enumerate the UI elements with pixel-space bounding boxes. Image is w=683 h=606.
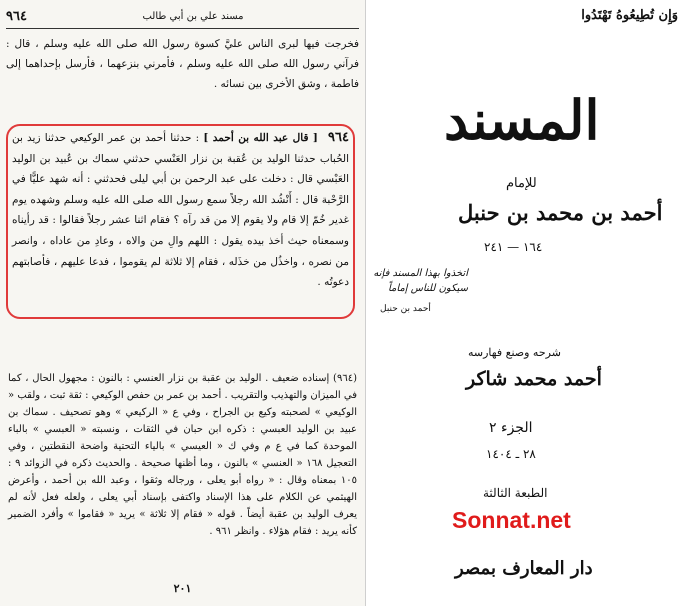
intro-paragraph: فخرجت فيها لبرى الناس عليَّ كسوة رسول الله صلى الله عليه وسلم ، قال : فرآني رسول الله صلى الله عليه وسلم ، فأمرني بنزعهما ، فأرسل بإحداهما إلى فاطمة ، وشق الأخرى بين نسائه . (6, 38, 359, 90)
hadith-text: : حدثنا أحمد بن عمر الوكيعي حدثنا زيد بن الحُباب حدثنا الوليد بن عُقبة بن نزار العَنْسي حدثني سماك بن عُبيد بن الوليد العَبْسي قال : دخلت على عبد الرحمن بن أبي ليلى فحدثني : أنه شهد عليًّا في الرَّحْبة قال : أَنْشُد الله رجلاً سمع رسول الله صلى الله عليه وسلم وشهده يوم غدير خُمّ إلا قام ولا يقوم إلا من قد رآه ؟ فقام اثنا عشر رجلاً فقالوا : قد رأيناه وسمعناه حيث أخذ بيده يقول : اللهم والِ من والاه ، وعادِ من عاداه ، وانصر من نصره ، واخذُل من خذَله ، فقام إلا ثلاثة لم يقوموا ، فدعا عليهم ، فأصابتهم دعوتُه . (12, 132, 349, 289)
commentary-label: شرحه وصنع فهارسه (468, 346, 561, 359)
title-page (365, 0, 683, 606)
imam-label: للإمام (506, 176, 537, 191)
footer-page-number: ٢٠١ (173, 582, 192, 595)
author-name: أحمد بن محمد بن حنبل (458, 200, 663, 225)
author-quote: اتخذوا بهذا المسند فإنه سيكون للناس إماماً (373, 268, 468, 294)
quote-attribution: أحمد بن حنبل (380, 304, 431, 314)
hadith-number: ٩٦٤ (328, 130, 349, 145)
header-page-number: ٩٦٤ (6, 8, 27, 24)
author-dates: ١٦٤ — ٢٤١ (484, 240, 543, 254)
page-header (6, 4, 359, 29)
running-title: مسند علي بن أبي طالب (142, 10, 244, 22)
edition-label: الطبعة الثالثة (483, 486, 548, 500)
publisher-name: دار المعارف بمصر (455, 558, 593, 579)
hadith-narrator: [ قال عبد الله بن أحمد ] (203, 132, 318, 144)
editor-name: أحمد محمد شاكر (466, 368, 602, 390)
quran-verse: وَإِن تُطِيعُوهُ تَهْتَدُوا (581, 8, 678, 23)
volume-date: ٢٨ ـ ١٤٠٤ (486, 447, 536, 461)
hadith-paragraph (12, 128, 349, 293)
watermark-text: Sonnat.net (452, 507, 571, 533)
book-title: المسند (444, 88, 600, 152)
footnote-paragraph: (٩٦٤) إسناده ضعيف . الوليد بن عقبة بن نزار العنسي : بالنون : مجهول الحال ، كما في الميزان والتهذيب والتقريب . أحمد بن عمر بن حفص الوكيعي : ثقة ثبت ، ولقب « الوكيعي » لصحبته وكيع بن الجراح ، وفي ع « الركيعي » وهو تصحيف . سماك بن عبيد بن الوليد العبسي : ذكره ابن حبان في الثقات ، ونسبته « العبسي » بالباء الموحدة كما في ع م وفي ك « العيسي » بالياء التحتية واضحة النقطتين ، وفي التعجيل ١٦٨ « العنسي » بالنون ، وما أظنها صحيحة . والحديث ذكره في الزوائد ٩ : ١٠٥ بمعناه وقال : « رواه أبو يعلى ، ورجاله وثقوا ، وعبد الله بن أحمد ، وأعرض الهيثمي عن الكلام على هذا الإسناد واكتفى بإسناد أبي يعلى ، ولعله فعل لأنه لم يعرف الوليد بن عقبة أيضاً . قوله « فقام إلا ثلاثة » يريد « فقاموا » وأفرد الضمير كأنه يريد : فقام هؤلاء . وانظر ٩٦١ . (8, 373, 357, 537)
volume-label: الجزء ٢ (489, 420, 533, 436)
